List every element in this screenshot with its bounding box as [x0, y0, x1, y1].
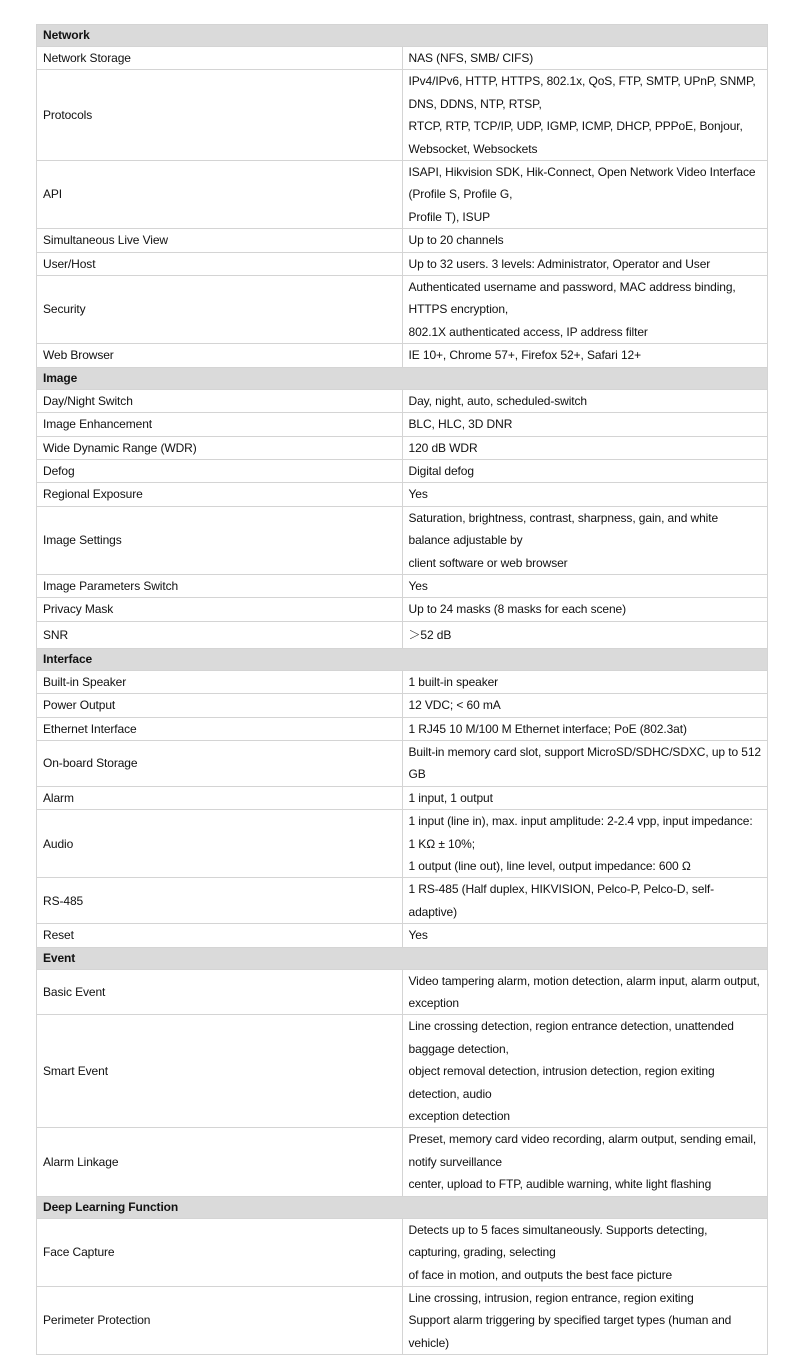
spec-row	[37, 694, 768, 717]
spec-value-line: exception detection	[408, 1109, 511, 1124]
spec-label: Alarm Linkage	[37, 1128, 403, 1196]
spec-label: Power Output	[37, 694, 403, 717]
spec-row	[37, 717, 768, 740]
spec-value-line: 1 input (line in), max. input amplitude: 2-2.4 vpp, input impedance: 1 KΩ ± 10%;	[408, 814, 753, 851]
spec-label: Image Enhancement	[37, 413, 403, 436]
spec-value-line: client software or web browser	[408, 555, 568, 570]
spec-value-line: of face in motion, and outputs the best face picture	[408, 1267, 673, 1282]
spec-value-line: 1 RJ45 10 M/100 M Ethernet interface; PoE (802.3at)	[408, 721, 687, 736]
spec-value	[402, 229, 768, 252]
spec-row	[37, 229, 768, 252]
spec-row	[37, 459, 768, 482]
spec-value-line: object removal detection, intrusion detection, region exiting detection, audio	[408, 1064, 715, 1101]
spec-label: Privacy Mask	[37, 598, 403, 621]
spec-value-line: Up to 32 users. 3 levels: Administrator, Operator and User	[408, 256, 711, 271]
spec-label: Security	[37, 276, 403, 344]
spec-label: On-board Storage	[37, 740, 403, 786]
spec-label: Reset	[37, 924, 403, 947]
spec-table	[36, 24, 768, 1355]
spec-row	[37, 70, 768, 161]
spec-label: Protocols	[37, 70, 403, 161]
spec-label: Built-in Speaker	[37, 670, 403, 693]
spec-value-line: IPv4/IPv6, HTTP, HTTPS, 802.1x, QoS, FTP, SMTP, UPnP, SNMP, DNS, DDNS, NTP, RTSP,	[408, 74, 756, 111]
spec-value	[402, 1286, 768, 1354]
spec-value	[402, 694, 768, 717]
spec-row	[37, 969, 768, 1015]
spec-label: SNR	[37, 621, 403, 648]
spec-label: Perimeter Protection	[37, 1286, 403, 1354]
spec-value-line: 802.1X authenticated access, IP address filter	[408, 324, 648, 339]
spec-value	[402, 574, 768, 597]
spec-label: Alarm	[37, 786, 403, 809]
spec-value	[402, 389, 768, 412]
spec-label: Ethernet Interface	[37, 717, 403, 740]
spec-label: API	[37, 161, 403, 229]
spec-row	[37, 506, 768, 574]
spec-value-line: 1 built-in speaker	[408, 674, 499, 689]
spec-value-line: Authenticated username and password, MAC address binding, HTTPS encryption,	[408, 280, 736, 317]
section-header-row	[37, 367, 768, 389]
spec-value	[402, 670, 768, 693]
spec-value	[402, 161, 768, 229]
section-title: Interface	[37, 648, 768, 670]
spec-value	[402, 786, 768, 809]
spec-value-line: Yes	[408, 578, 428, 593]
spec-row	[37, 1015, 768, 1128]
spec-value	[402, 1218, 768, 1286]
spec-value-line: Detects up to 5 faces simultaneously. Supports detecting, capturing, grading, selecting	[408, 1222, 708, 1260]
section-header-row	[37, 25, 768, 47]
spec-value	[402, 483, 768, 506]
spec-value-line: Up to 20 channels	[408, 233, 504, 248]
spec-value	[402, 621, 768, 648]
section-header-row	[37, 947, 768, 969]
spec-row	[37, 47, 768, 70]
spec-value-line: Built-in memory card slot, support MicroSD/SDHC/SDXC, up to 512 GB	[408, 744, 761, 782]
spec-row	[37, 786, 768, 809]
spec-value	[402, 413, 768, 436]
spec-value	[402, 717, 768, 740]
spec-value-line: 120 dB WDR	[408, 440, 478, 455]
spec-row	[37, 924, 768, 947]
spec-value	[402, 810, 768, 878]
spec-value	[402, 344, 768, 367]
spec-row	[37, 413, 768, 436]
spec-value	[402, 1128, 768, 1196]
spec-label: Simultaneous Live View	[37, 229, 403, 252]
spec-row	[37, 598, 768, 621]
spec-value-line: Support alarm triggering by specified target types (human and vehicle)	[408, 1313, 732, 1350]
spec-value	[402, 598, 768, 621]
spec-value	[402, 47, 768, 70]
spec-value-line: 1 input, 1 output	[408, 790, 493, 805]
spec-value-line: Preset, memory card video recording, alarm output, sending email, notify surveillance	[408, 1132, 757, 1169]
spec-value	[402, 252, 768, 275]
spec-row	[37, 389, 768, 412]
spec-label: Regional Exposure	[37, 483, 403, 506]
spec-row	[37, 1218, 768, 1286]
section-header-row	[37, 1196, 768, 1218]
spec-row	[37, 483, 768, 506]
spec-value	[402, 878, 768, 924]
spec-label: Smart Event	[37, 1015, 403, 1128]
spec-value-line: ISAPI, Hikvision SDK, Hik-Connect, Open Network Video Interface (Profile S, Profile G,	[408, 165, 756, 202]
spec-value-line: center, upload to FTP, audible warning, white light flashing	[408, 1177, 712, 1192]
spec-row	[37, 276, 768, 344]
spec-row	[37, 1286, 768, 1354]
spec-value-line: Video tampering alarm, motion detection, alarm input, alarm output, exception	[408, 973, 760, 1011]
spec-value-line: BLC, HLC, 3D DNR	[408, 417, 513, 432]
spec-value-line: Digital defog	[408, 463, 474, 478]
spec-label: Wide Dynamic Range (WDR)	[37, 436, 403, 459]
spec-value-line: 1 RS-485 (Half duplex, HIKVISION, Pelco-P, Pelco-D, self-adaptive)	[408, 882, 715, 919]
spec-row	[37, 436, 768, 459]
spec-table-body	[37, 25, 768, 1355]
spec-value-line: Yes	[408, 928, 428, 943]
spec-label: Basic Event	[37, 969, 403, 1015]
spec-value-line: Up to 24 masks (8 masks for each scene)	[408, 602, 627, 617]
spec-value-line: NAS (NFS, SMB/ CIFS)	[408, 51, 534, 65]
spec-label: RS-485	[37, 878, 403, 924]
spec-value	[402, 924, 768, 947]
spec-value	[402, 276, 768, 344]
spec-label: Network Storage	[37, 47, 403, 70]
spec-label: Face Capture	[37, 1218, 403, 1286]
spec-value-line: Saturation, brightness, contrast, sharpness, gain, and white balance adjustable by	[408, 510, 719, 548]
spec-row	[37, 740, 768, 786]
spec-value-line: Line crossing detection, region entrance detection, unattended baggage detection,	[408, 1019, 734, 1056]
spec-row	[37, 621, 768, 648]
spec-label: User/Host	[37, 252, 403, 275]
section-title: Network	[37, 25, 768, 47]
spec-row	[37, 670, 768, 693]
spec-value-line: RTCP, RTP, TCP/IP, UDP, IGMP, ICMP, DHCP, PPPoE, Bonjour, Websocket, Websockets	[408, 119, 743, 156]
spec-row	[37, 344, 768, 367]
section-title: Deep Learning Function	[37, 1196, 768, 1218]
spec-value-line: Profile T), ISUP	[408, 209, 491, 224]
spec-value	[402, 436, 768, 459]
spec-value	[402, 506, 768, 574]
spec-value-line: 12 VDC; < 60 mA	[408, 698, 501, 713]
spec-row	[37, 1128, 768, 1196]
section-title: Event	[37, 947, 768, 969]
spec-label: Image Settings	[37, 506, 403, 574]
spec-row	[37, 878, 768, 924]
spec-value-line: Line crossing, intrusion, region entrance, region exiting	[408, 1290, 694, 1305]
spec-label: Day/Night Switch	[37, 389, 403, 412]
spec-value	[402, 1015, 768, 1128]
spec-label: Web Browser	[37, 344, 403, 367]
spec-value	[402, 459, 768, 482]
spec-row	[37, 252, 768, 275]
spec-row	[37, 810, 768, 878]
spec-value-line: ＞52 dB	[408, 627, 452, 642]
spec-label: Audio	[37, 810, 403, 878]
section-title: Image	[37, 367, 768, 389]
section-header-row	[37, 648, 768, 670]
spec-label: Defog	[37, 459, 403, 482]
spec-value-line: Yes	[408, 487, 428, 502]
spec-value	[402, 70, 768, 161]
spec-label: Image Parameters Switch	[37, 574, 403, 597]
spec-value	[402, 740, 768, 786]
spec-value-line: 1 output (line out), line level, output impedance: 600 Ω	[408, 859, 691, 873]
spec-row	[37, 161, 768, 229]
spec-value-line: IE 10+, Chrome 57+, Firefox 52+, Safari 12+	[408, 348, 642, 363]
spec-value	[402, 969, 768, 1015]
spec-value-line: Day, night, auto, scheduled-switch	[408, 393, 587, 408]
spec-row	[37, 574, 768, 597]
